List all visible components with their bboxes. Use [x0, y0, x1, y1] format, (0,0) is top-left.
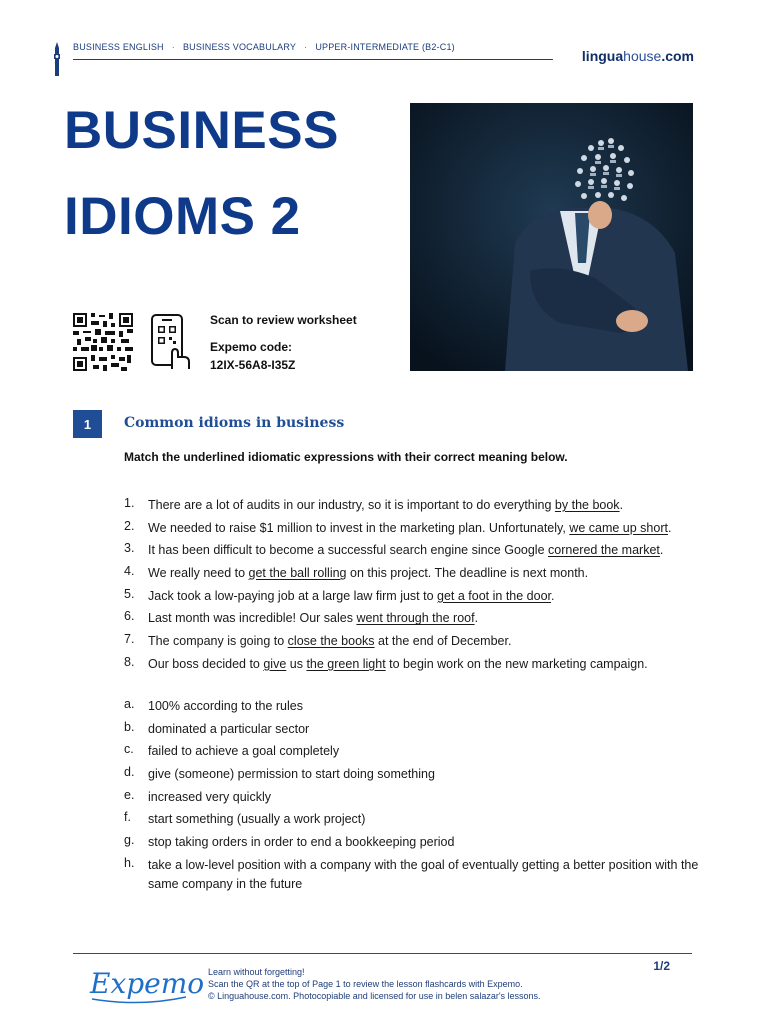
list-item: 3. It has been difficult to become a successful search engine since Google cornered the market. [124, 541, 664, 558]
hero-image [410, 103, 693, 371]
idiom: get a foot in the door [437, 588, 552, 603]
sentence-list [124, 496, 704, 678]
expemo-logo[interactable] [90, 963, 205, 1007]
title-line: BUSINESS [64, 101, 339, 160]
list-item: 5. Jack took a low-paying job at a large law firm just to get a foot in the door. [124, 586, 555, 603]
list-item: f. start something (usually a work project) [124, 810, 366, 827]
list-item: 7. The company is going to close the books at the end of December. [124, 632, 512, 649]
list-item: h. take a low-level position with a company with the goal of eventually getting a better position with the same company in the future [124, 855, 699, 891]
list-item: 4. We really need to get the ball rolling on this project. The deadline is next month. [124, 564, 589, 581]
idiom: the green light [306, 656, 386, 671]
title-line: IDIOMS 2 [64, 187, 301, 246]
meaning-list [124, 697, 704, 896]
footer-divider [73, 953, 692, 954]
breadcrumb: BUSINESS ENGLISH · BUSINESS VOCABULARY · UPPER-INTERMEDIATE (B2-C1) [73, 42, 455, 52]
exercise-instruction: Match the underlined idiomatic expressions with their correct meaning below. [124, 450, 568, 464]
breadcrumb-item[interactable]: BUSINESS ENGLISH [73, 42, 164, 52]
big-ben-icon [52, 42, 62, 76]
breadcrumb-item[interactable]: UPPER-INTERMEDIATE (B2-C1) [315, 42, 455, 52]
section-title: Common idioms in business [124, 415, 345, 431]
page-number: 1/2 [653, 959, 670, 973]
footer-info: Learn without forgetting! Scan the QR at the top of Page 1 to review the lesson flashcards with Expemo. © Linguahouse.com. Photocopiable and licensed for use in belen salazar's lessons. [208, 967, 541, 1001]
list-item: 8. Our boss decided to give us the green light to begin work on the new marketing campaign. [124, 654, 648, 671]
idiom: went through the roof [356, 611, 475, 626]
section-number-badge: 1 [73, 410, 102, 438]
list-item: 2. We needed to raise $1 million to invest in the marketing plan. Unfortunately, we came up short. [124, 518, 672, 535]
businessman-illustration [410, 103, 693, 371]
list-item: c. failed to achieve a goal completely [124, 742, 340, 759]
idiom: we came up short [569, 520, 668, 535]
brand-logo[interactable]: linguahouse.com [581, 48, 694, 64]
list-item: a. 100% according to the rules [124, 697, 303, 713]
list-item: 1. There are a lot of audits in our industry, so it is important to do everything by the book. [124, 496, 624, 512]
idiom: cornered the market [548, 543, 660, 558]
qr-code-icon[interactable] [73, 313, 133, 371]
list-item: 6. Last month was incredible! Our sales went through the roof. [124, 609, 479, 626]
phone-scan-icon [150, 313, 192, 371]
list-item: e. increased very quickly [124, 787, 271, 804]
idiom: get the ball rolling [248, 566, 347, 581]
expemo-code-label: Expemo code: [210, 340, 293, 354]
svg-text:Expemo: Expemo [90, 967, 205, 1000]
scan-info [210, 311, 357, 374]
page-header [52, 38, 694, 68]
idiom: close the books [287, 634, 375, 649]
page-title [64, 88, 339, 260]
list-item: b. dominated a particular sector [124, 719, 310, 736]
idiom: give [263, 656, 287, 671]
idiom: by the book [554, 498, 620, 512]
breadcrumb-item[interactable]: BUSINESS VOCABULARY [182, 42, 297, 52]
header-divider [73, 59, 553, 60]
list-item: d. give (someone) permission to start doing something [124, 765, 435, 782]
scan-label: Scan to review worksheet [210, 313, 357, 327]
expemo-code: 12IX-56A8-I35Z [210, 358, 296, 372]
list-item: g. stop taking orders in order to end a bookkeeping period [124, 833, 455, 850]
